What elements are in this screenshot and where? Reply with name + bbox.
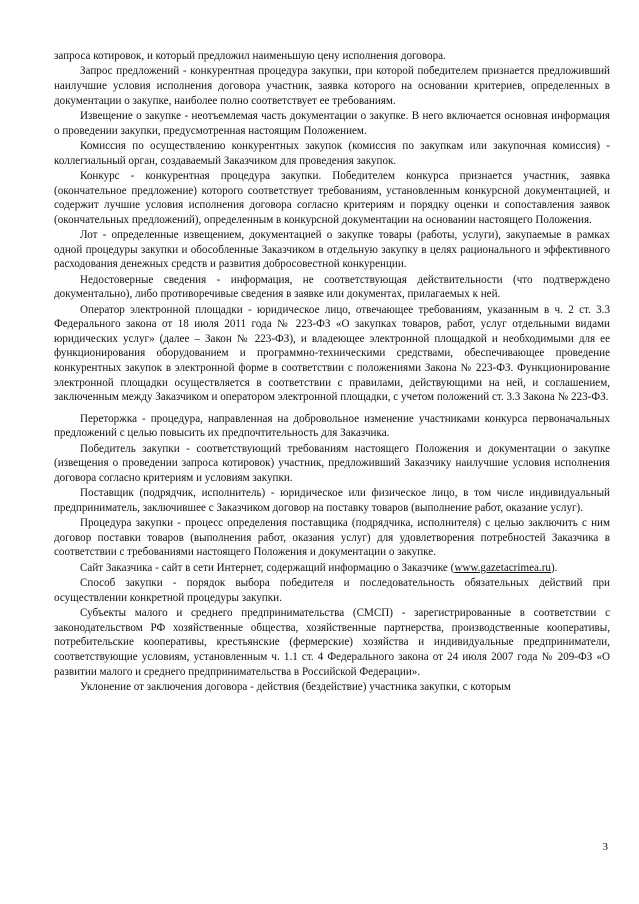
paragraph: запроса котировок, и который предложил наименьшую цену исполнения договора. <box>54 50 446 62</box>
page-number: 3 <box>602 841 608 853</box>
paragraph: Оператор электронной площадки - юридическое лицо, отвечающее требованиям, указанным в ч. 2 ст. 3.3 Федерального закона от 18 июля 2011 года № 223-ФЗ «О закупках товаров, работ, услуг отдельными видами юридических услуг» (далее – Закон № 223-ФЗ), и владеющее электронной площадкой и необходимыми для ее функционирования оборудованием и программно-техническими средствами, обеспечивающее проведение конкурентных закупок в электронной форме в соответствии с положениями Закона № 223-ФЗ. Функционирование электронной площадки осуществляется в соответствии с правилами, действующими на ней, и соглашением, заключенным между Заказчиком и оператором электронной площадки, с учетом положений ст. 3.3 Закона № 223-ФЗ. <box>54 303 610 404</box>
document-body <box>54 49 610 695</box>
site-link[interactable]: www.gazetacrimea.ru <box>454 561 551 574</box>
paragraph: Переторжка - процедура, направленная на добровольное изменение участниками конкурса первоначальных предложений с целью повысить их предпочтительность для Заказчика. <box>54 412 610 440</box>
paragraph: Процедура закупки - процесс определения поставщика (подрядчика, исполнителя) с целью заключить с ним договор поставки товаров (выполнения работ, оказания услуг) для удовлетворения потребностей Заказчика в соответствии с требованиями настоящего Положения и документации о закупке. <box>54 517 610 559</box>
paragraph: Способ закупки - порядок выбора победителя и последовательность обязательных действий при осуществлении конкретной процедуры закупки. <box>54 577 610 604</box>
site-definition-text: Сайт Заказчика - сайт в сети Интернет, содержащий информацию о Заказчике ( <box>80 561 455 574</box>
paragraph: Запрос предложений - конкурентная процедура закупки, при которой победителем признается предложивший наилучшие условия исполнения договора участник, заявка которого на основании критериев, определенных в документации о закупке, наиболее полно соответствует ее требованиям. <box>54 65 610 107</box>
paragraph: Поставщик (подрядчик, исполнитель) - юридическое или физическое лицо, в том числе индивидуальный предприниматель, заключившее с Заказчиком договор на поставку товаров (выполнение работ, оказание услуг). <box>54 487 610 514</box>
paragraph-site <box>54 561 610 576</box>
site-definition-suffix: ). <box>550 561 558 574</box>
paragraph: Комиссия по осуществлению конкурентных закупок (комиссия по закупкам или закупочная комиссия) - коллегиальный орган, создаваемый Заказчиком для проведения закупок. <box>54 139 610 167</box>
paragraph: Извещение о закупке - неотъемлемая часть документации о закупке. В него включается основная информация о проведении закупки, предусмотренная настоящим Положением. <box>54 109 610 137</box>
paragraph: Лот - определенные извещением, документацией о закупке товары (работы, услуги), закупаемые в рамках одной процедуры закупки и обособленные Заказчиком в отдельную закупку в целях рационального и эффективного расходования денежных средств и развития добросовестной конкуренции. <box>54 229 610 271</box>
paragraph: Уклонение от заключения договора - действия (бездействие) участника закупки, с которым <box>80 680 511 693</box>
paragraph: Победитель закупки - соответствующий требованиям настоящего Положения и документации о закупке (извещения о проведении запроса котировок) участник, предложивший Заказчику наилучшие условия исполнения договора согласно критериям и условиям закупки. <box>54 442 610 484</box>
paragraph: Конкурс - конкурентная процедура закупки. Победителем конкурса признается участник, заявка (окончательное предложение) которого соответствует требованиям, установленным конкурсной документацией, и содержит лучшие условия исполнения договора согласно критериям и порядку оценки и сопоставления заявок (окончательных предложений), определенным в конкурсной документации на основании настоящего Положения. <box>54 169 610 226</box>
paragraph: Недостоверные сведения - информация, не соответствующая действительности (что подтверждено документально), либо противоречивые сведения в заявке или документах, прилагаемых к ней. <box>54 273 610 301</box>
paragraph: Субъекты малого и среднего предпринимательства (СМСП) - зарегистрированные в соответствии с законодательством РФ хозяйственные общества, хозяйственные партнерства, производственные кооперативы, потребительские кооперативы, крестьянские (фермерские) хозяйства и индивидуальные предприниматели, соответствующие условиям, установленным ч. 1.1 ст. 4 Федерального закона от 24 июля 2007 года № 209-ФЗ «О развитии малого и среднего предпринимательства в Российской Федерации». <box>54 607 610 678</box>
